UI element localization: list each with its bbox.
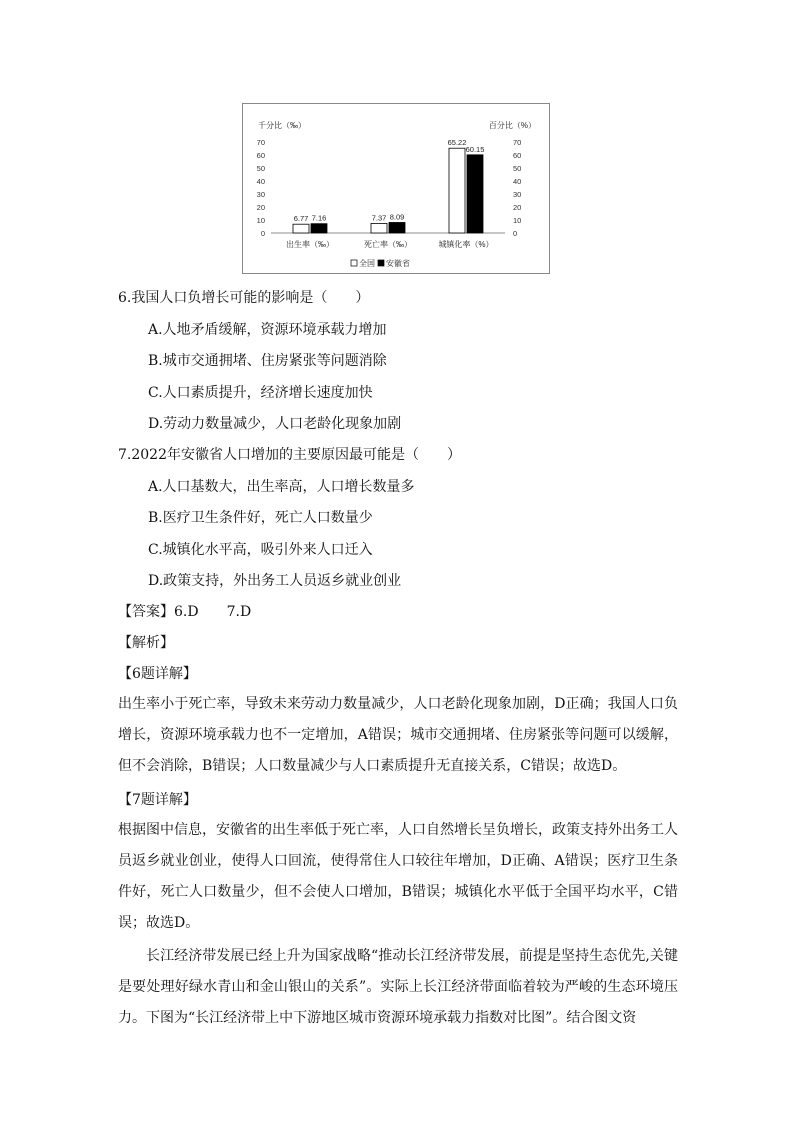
legend-swatch-national	[351, 260, 357, 266]
legend-swatch-anhui	[378, 260, 384, 266]
bar-value-label: 65.22	[447, 138, 467, 148]
left-tick-label: 0	[260, 229, 265, 238]
bar-value-label: 7.37	[371, 213, 387, 223]
q6-option-b: B.城市交通拥堵、住房紧张等问题消除	[148, 353, 387, 369]
bar-national	[293, 224, 309, 233]
right-tick-label: 10	[513, 216, 522, 225]
population-chart	[242, 103, 550, 274]
category-label: 出生率（‰）	[286, 240, 334, 249]
legend-label: 安徽省	[386, 259, 410, 268]
left-tick-label: 50	[256, 164, 265, 173]
right-tick-label: 30	[513, 190, 522, 199]
q7-option-c: C.城镇化水平高，吸引外来人口迁入	[148, 542, 373, 558]
right-tick-label: 50	[513, 164, 522, 173]
q7-option-d: D.政策支持，外出务工人员返乡就业创业	[148, 573, 402, 589]
answer-line: 【答案】6.D 7.D	[118, 604, 252, 620]
detail6-paragraph: 出生率小于死亡率，导致未来劳动力数量减少，人口老龄化现象加剧，D正确；我国人口负增长，资源环境承载力也不一定增加，A错误；城市交通拥堵、住房紧张等问题可以缓解，但不会消除，B错误；人口数量减少与人口素质提升无直接关系，C错误；故选D。	[118, 696, 678, 774]
right-tick-label: 60	[513, 151, 522, 160]
left-tick-label: 60	[256, 151, 265, 160]
bar-value-label: 8.09	[389, 212, 405, 222]
bar-national	[449, 148, 465, 233]
q6-option-a: A.人地矛盾缓解，资源环境承载力增加	[148, 322, 387, 338]
q6-stem: 6.我国人口负增长可能的影响是（ ）	[118, 290, 370, 306]
detail7-paragraph: 根据图中信息，安徽省的出生率低于死亡率，人口自然增长呈负增长，政策支持外出务工人员返乡就业创业，使得人口回流，使得常住人口较往年增加，D正确、A错误；医疗卫生条件好，死亡人口数量少，但不会使人口增加，B错误；城镇化水平低于全国平均水平，C错误；故选D。	[118, 822, 678, 931]
bar-anhui	[389, 222, 405, 233]
bar-anhui	[467, 155, 483, 233]
category-label: 死亡率（‰）	[364, 240, 412, 249]
left-tick-label: 40	[256, 177, 265, 186]
bar-chart-svg	[243, 104, 549, 273]
left-tick-label: 10	[256, 216, 265, 225]
q6-option-d: D.劳动力数量减少，人口老龄化现象加剧	[148, 416, 402, 432]
bar-anhui	[311, 224, 327, 233]
detail6-heading: 【6题详解】	[118, 666, 197, 682]
detail7-heading: 【7题详解】	[118, 792, 197, 808]
q6-option-c: C.人口素质提升，经济增长速度加快	[148, 385, 373, 401]
category-label: 城镇化率（%）	[438, 240, 494, 249]
left-tick-label: 20	[256, 203, 265, 212]
left-tick-label: 30	[256, 190, 265, 199]
bar-national	[371, 223, 387, 233]
q7-option-b: B.医疗卫生条件好，死亡人口数量少	[148, 510, 373, 526]
left-tick-label: 70	[256, 138, 265, 147]
bar-value-label: 60.15	[465, 144, 485, 154]
q7-stem: 7.2022年安徽省人口增加的主要原因最可能是（ ）	[118, 447, 461, 463]
right-axis-title: 百分比（%）	[488, 121, 536, 130]
analysis-heading: 【解析】	[118, 635, 174, 651]
left-axis-title: 千分比（‰）	[258, 121, 306, 130]
q7-option-a: A.人口基数大，出生率高，人口增长数量多	[148, 479, 415, 495]
right-tick-label: 70	[513, 138, 522, 147]
right-tick-label: 0	[513, 229, 518, 238]
legend-label: 全国	[359, 259, 375, 268]
intro-paragraph: 长江经济带发展已经上升为国家战略“推动长江经济带发展，前提是坚持生态优先,关键是要处理好绿水青山和金山银山的关系”。实际上长江经济带面临着较为严峻的生态环境压力。下图为“长江经济带上中下游地区城市资源环境承载力指数对比图”。结合图文资	[118, 948, 678, 1026]
right-tick-label: 20	[513, 203, 522, 212]
bar-value-label: 6.77	[293, 214, 309, 224]
right-tick-label: 40	[513, 177, 522, 186]
bar-value-label: 7.16	[311, 213, 327, 223]
